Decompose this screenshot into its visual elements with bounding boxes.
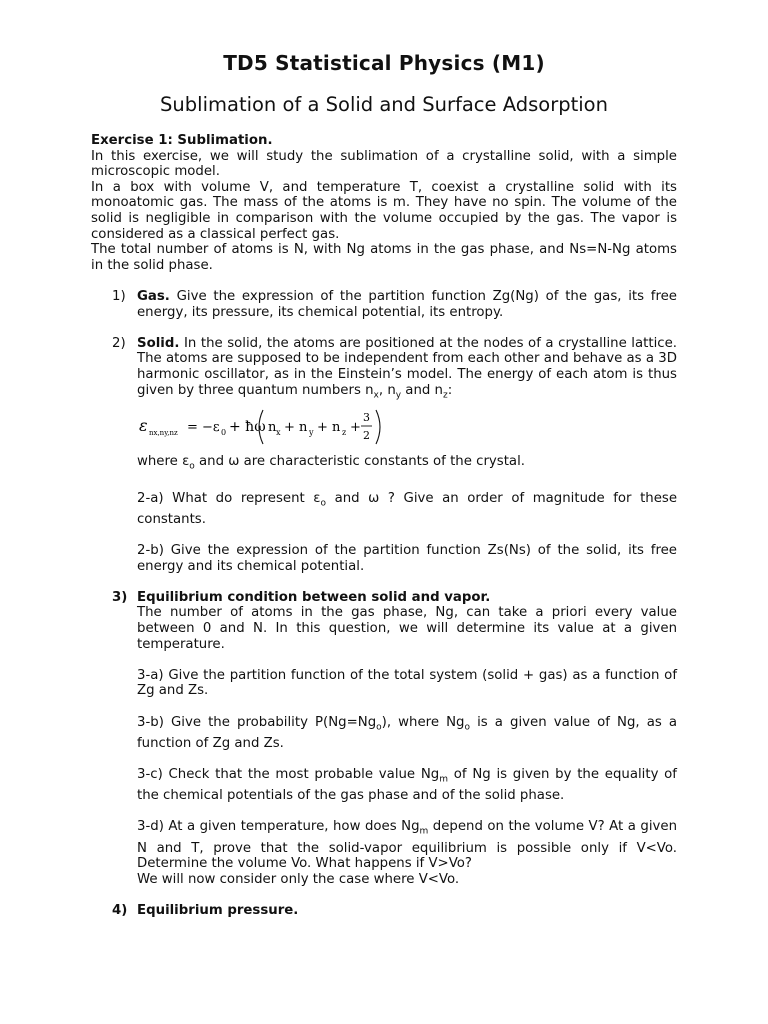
svg-text:n: n [268, 419, 277, 435]
question-label: Solid. [137, 335, 180, 351]
question-2a: 2-a) What do represent $\varepsilon_o$ and ω ? Give an order of magnitude for these constants. [137, 490, 677, 527]
svg-text:x: x [276, 427, 281, 437]
question-number: 4) [112, 903, 128, 919]
question-label: Gas. [137, 288, 170, 304]
svg-text:2: 2 [363, 428, 370, 442]
question-4 [91, 903, 677, 919]
question-1-text: Gas. Give the expression of the partition function Zg(Ng) of the gas, its free energy, its pressure, its chemical potential, its entropy. [137, 288, 677, 320]
question-1 [91, 289, 677, 320]
exercise-heading: Exercise 1: Sublimation. [91, 133, 273, 148]
question-3d-note: We will now consider only the case where V<Vo. [137, 871, 460, 887]
svg-text:+ n: + n [317, 419, 341, 435]
svg-text:+: + [350, 419, 361, 435]
question-2b: 2-b) Give the expression of the partition function Zs(Ns) of the solid, its free energy and its chemical potential. [137, 543, 677, 574]
question-2 [91, 336, 677, 575]
svg-text:= −ε: = −ε [187, 419, 220, 435]
question-3 [91, 590, 677, 888]
svg-text:3: 3 [363, 410, 370, 424]
intro-paragraph-3: The total number of atoms is N, with Ng atoms in the gas phase, and Ns=N-Ng atoms in the solid phase. [91, 242, 677, 273]
question-3a: 3-a) Give the partition function of the total system (solid + gas) as a function of Zg and Zs. [137, 667, 677, 699]
svg-text:nx,ny,nz: nx,ny,nz [149, 428, 178, 437]
question-number: 2) [112, 335, 126, 351]
question-3d: 3-d) At a given temperature, how does $Ng_m$ depend on the volume V? At a given N and T, prove that the solid-vapor equilibrium is possible only if V<Vo. Determine the volume Vo. What happens if V>Vo? [137, 819, 678, 872]
energy-equation [137, 406, 677, 448]
question-number: 1) [112, 288, 126, 304]
question-2-text: Solid. In the solid, the atoms are positioned at the nodes of a crystalline lattice. The atoms are supposed to be independent from each other and behave as a 3D harmonic oscillator, as in the Einstein’s model. The energy of each atom is thus given by three quantum numbers $n_x$, $n_y$ and $n_z$: [137, 335, 677, 401]
question-3c: 3-c) Check that the most probable value $Ng_m$ of Ng is given by the equality of the chemical potentials of the gas phase and of the solid phase. [137, 767, 677, 804]
intro-paragraph-1: In this exercise, we will study the sublimation of a crystalline solid, with a simple microscopic model. [91, 148, 677, 180]
question-3-intro: The number of atoms in the gas phase, Ng, can take a priori every value between 0 and N. In this question, we will determine its value at a given temperature. [137, 605, 677, 652]
svg-text:z: z [342, 427, 347, 437]
question-number: 3) [112, 589, 128, 605]
svg-text:+ n: + n [284, 419, 308, 435]
page-title: TD5 Statistical Physics (M1) [223, 51, 545, 75]
document-body [91, 133, 677, 919]
constants-description: where $\varepsilon_o$ and ω are characteristic constants of the crystal. [137, 453, 525, 472]
intro-paragraph-2: In a box with volume V, and temperature T, coexist a crystalline solid with its monoatomic gas. The mass of the atoms is m. They have no spin. The volume of the solid is negligible in comparison with the volume occupied by the gas. The vapor is considered as a classical perfect gas. [91, 179, 677, 242]
question-label: Equilibrium condition between solid and vapor. [137, 589, 491, 605]
svg-text:y: y [309, 427, 314, 437]
svg-text:+ ħω: + ħω [229, 418, 266, 435]
svg-text:0: 0 [221, 427, 227, 437]
question-label: Equilibrium pressure. [137, 903, 299, 919]
question-3b: 3-b) Give the probability $P(Ng=Ng_o)$, where $Ng_o$ is a given value of Ng, as a function of Zg and Zs. [137, 714, 678, 751]
page-subtitle: Sublimation of a Solid and Surface Adsorption [160, 93, 608, 116]
svg-text:ε: ε [139, 415, 148, 435]
